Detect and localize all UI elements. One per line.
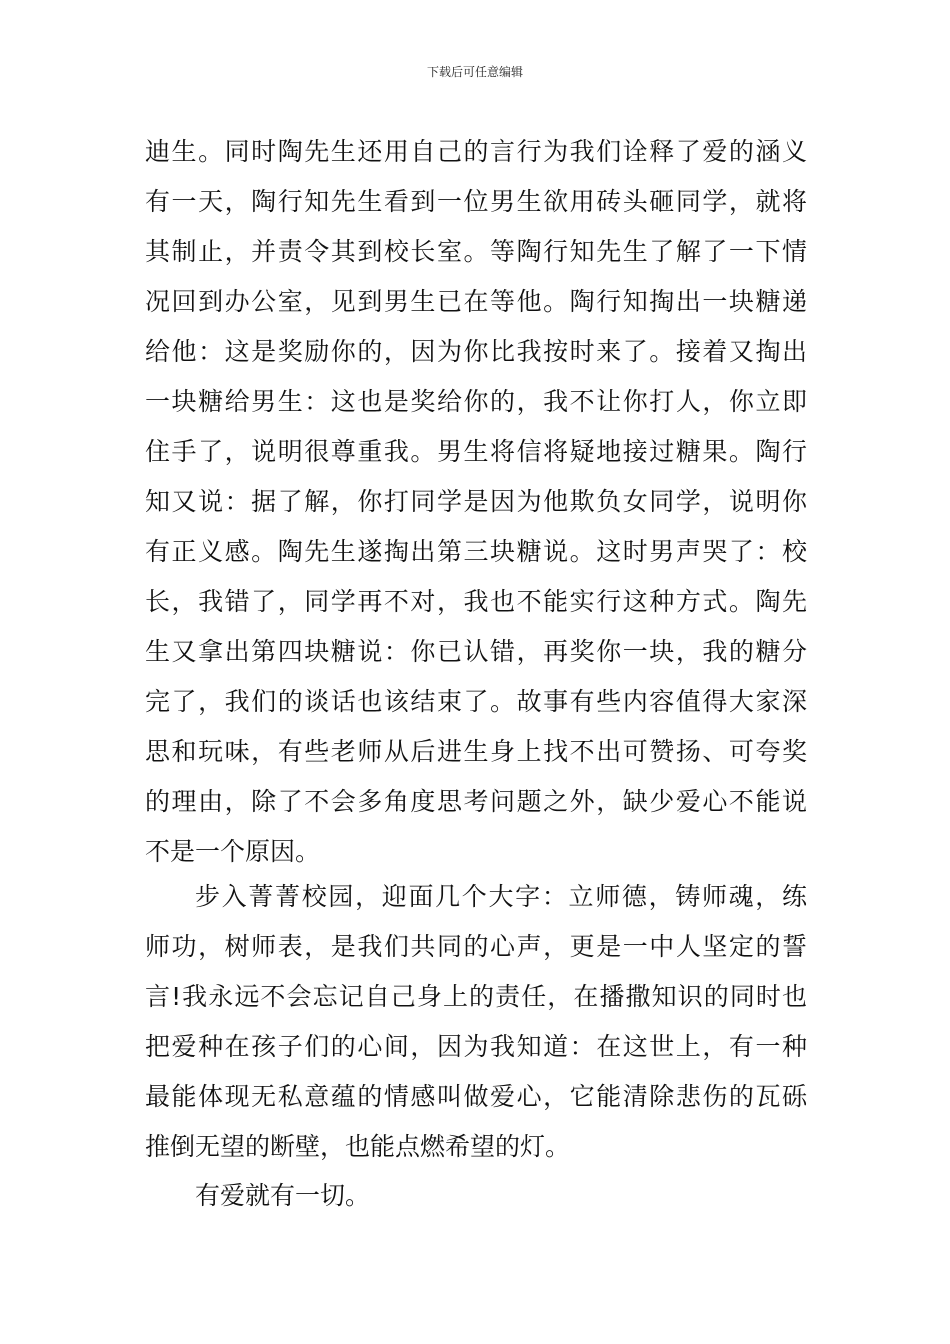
text-line: 其制止，并责令其到校长室。等陶行知先生了解了一下情 [145,237,807,266]
paragraph-2 [145,872,807,1172]
text-line: 有正义感。陶先生遂掏出第三块糖说。这时男声哭了：校 [145,537,807,566]
text-line: 况回到办公室，见到男生已在等他。陶行知掏出一块糖递 [145,287,807,316]
text-line: 长，我错了，同学再不对，我也不能实行这种方式。陶先 [145,587,807,616]
text-line: 把爱种在孩子们的心间，因为我知道：在这世上，有一种 [145,1032,807,1061]
paragraph-1 [145,127,807,877]
header-note: 下载后可任意编辑 [426,65,523,79]
text-line: 最能体现无私意蕴的情感叫做爱心，它能清除悲伤的瓦砾 [145,1082,807,1111]
text-line: 的理由，除了不会多角度思考问题之外，缺少爱心不能说 [145,787,807,816]
paragraph-3 [145,1171,807,1221]
text-line: 知又说：据了解，你打同学是因为他欺负女同学，说明你 [145,487,807,516]
text-line: 有一天，陶行知先生看到一位男生欲用砖头砸同学，就将 [145,187,807,216]
text-line: 住手了，说明很尊重我。男生将信将疑地接过糖果。陶行 [145,437,807,466]
text-line: 言!我永远不会忘记自己身上的责任，在播撒知识的同时也 [145,982,807,1011]
text-line: 有爱就有一切。 [195,1181,371,1210]
text-line: 思和玩味，有些老师从后进生身上找不出可赞扬、可夸奖 [145,737,807,766]
text-line: 不是一个原因。 [145,837,321,866]
text-line: 生又拿出第四块糖说：你已认错，再奖你一块，我的糖分 [145,637,807,666]
text-line: 迪生。同时陶先生还用自己的言行为我们诠释了爱的涵义 [145,137,807,166]
text-line: 完了，我们的谈话也该结束了。故事有些内容值得大家深 [145,687,807,716]
text-line: 给他：这是奖励你的，因为你比我按时来了。接着又掏出 [145,337,807,366]
text-line: 一块糖给男生：这也是奖给你的，我不让你打人，你立即 [145,387,807,416]
text-line: 师功，树师表，是我们共同的心声，更是一中人坚定的誓 [145,932,807,961]
text-line: 推倒无望的断壁，也能点燃希望的灯。 [145,1132,571,1161]
text-line: 步入菁菁校园，迎面几个大字：立师德，铸师魂，练 [195,882,807,911]
